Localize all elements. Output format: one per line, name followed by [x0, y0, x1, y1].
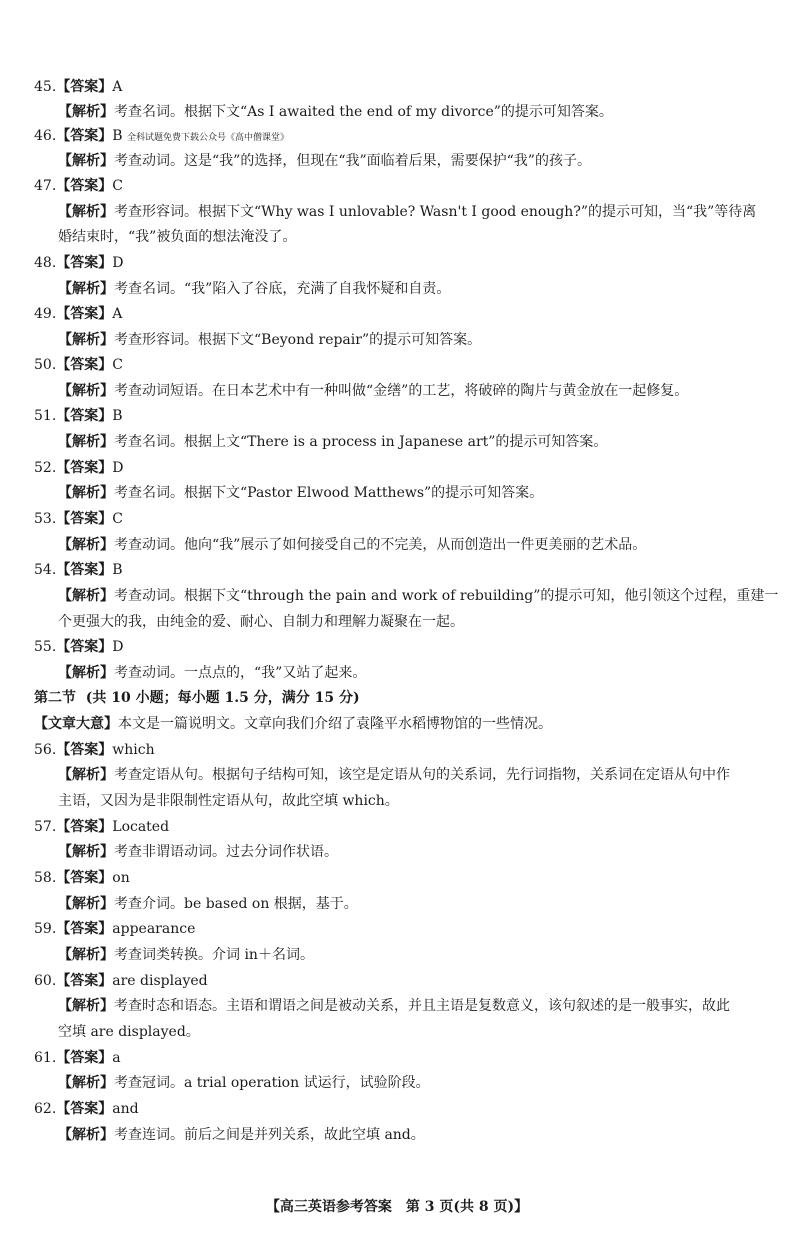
answer-line: 52.【答案】D: [34, 460, 124, 476]
page-footer: 【高三英语参考答案 第 3 页(共 8 页)】: [265, 1199, 529, 1215]
explanation-line: 【解析】考查介词。be based on 根据，基于。: [58, 896, 358, 912]
explanation-line: 个更强大的我，由纯金的爱、耐心、自制力和理解力凝聚在一起。: [58, 614, 464, 630]
answer-line: 51.【答案】B: [34, 408, 123, 424]
explanation-line: 【解析】考查动词短语。在日本艺术中有一种叫做“金缮”的工艺，将破碎的陶片与黄金放在一起修复。: [58, 383, 689, 399]
answer-line: 50.【答案】C: [34, 357, 123, 373]
explanation-line: 婚结束时，“我”被负面的想法淹没了。: [58, 229, 297, 245]
explanation-line: 【解析】考查词类转换。介词 in＋名词。: [58, 947, 314, 963]
explanation-line: 【解析】考查定语从句。根据句子结构可知，该空是定语从句的关系词，先行词指物，关系词在定语从句中作: [58, 767, 730, 783]
promo-note: 全科试题免费下载公众号《高中僧课堂》: [127, 133, 290, 143]
explanation-line: 【解析】考查非谓语动词。过去分词作状语。: [58, 844, 338, 860]
answer-line: 54.【答案】B: [34, 562, 123, 578]
explanation-line: 【解析】考查名词。“我”陷入了谷底，充满了自我怀疑和自责。: [58, 281, 451, 297]
answer-line: 49.【答案】A: [34, 306, 123, 322]
explanation-line: 【解析】考查连词。前后之间是并列关系，故此空填 and。: [58, 1127, 425, 1143]
section-heading: 第二节 (共 10 小题；每小题 1.5 分，满分 15 分): [34, 690, 360, 706]
explanation-line: 【解析】考查形容词。根据下文“Why was I unlovable? Wasn't I good enough?”的提示可知，当“我”等待离: [58, 204, 757, 220]
answer-line: 55.【答案】D: [34, 639, 124, 655]
answer-line: 45.【答案】A: [34, 79, 123, 95]
explanation-line: 【解析】考查时态和语态。主语和谓语之间是被动关系，并且主语是复数意义，该句叙述的是一般事实，故此: [58, 998, 730, 1014]
answer-line: 58.【答案】on: [34, 870, 130, 886]
explanation-line: 【解析】考查冠词。a trial operation 试运行，试验阶段。: [58, 1075, 430, 1091]
answer-line: 62.【答案】and: [34, 1101, 139, 1117]
explanation-line: 【解析】考查名词。根据下文“As I awaited the end of my divorce”的提示可知答案。: [58, 104, 613, 120]
answer-line: 53.【答案】C: [34, 511, 123, 527]
answer-line: 60.【答案】are displayed: [34, 973, 208, 989]
explanation-line: 【解析】考查动词。一点点的，“我”又站了起来。: [58, 665, 367, 681]
answer-line: 47.【答案】C: [34, 178, 123, 194]
explanation-line: 主语，又因为是非限制性定语从句，故此空填 which。: [58, 793, 399, 809]
article-summary: 【文章大意】本文是一篇说明文。文章向我们介绍了袁隆平水稻博物馆的一些情况。: [34, 716, 552, 732]
answer-line: 46.【答案】B 全科试题免费下载公众号《高中僧课堂》: [34, 128, 290, 144]
explanation-line: 【解析】考查动词。根据下文“through the pain and work of rebuilding”的提示可知，他引领这个过程，重建一: [58, 588, 779, 604]
answer-line: 57.【答案】Located: [34, 819, 170, 835]
answer-line: 59.【答案】appearance: [34, 921, 196, 937]
explanation-line: 【解析】考查动词。这是“我”的选择，但现在“我”面临着后果，需要保护“我”的孩子。: [58, 153, 591, 169]
explanation-line: 【解析】考查动词。他向“我”展示了如何接受自己的不完美，从而创造出一件更美丽的艺术品。: [58, 537, 647, 553]
answer-line: 56.【答案】which: [34, 742, 155, 758]
explanation-line: 【解析】考查名词。根据上文“There is a process in Japanese art”的提示可知答案。: [58, 434, 608, 450]
explanation-line: 【解析】考查形容词。根据下文“Beyond repair”的提示可知答案。: [58, 332, 482, 348]
answer-line: 48.【答案】D: [34, 255, 124, 271]
explanation-line: 【解析】考查名词。根据下文“Pastor Elwood Matthews”的提示可知答案。: [58, 485, 544, 501]
answer-line: 61.【答案】a: [34, 1050, 121, 1066]
explanation-line: 空填 are displayed。: [58, 1024, 200, 1040]
